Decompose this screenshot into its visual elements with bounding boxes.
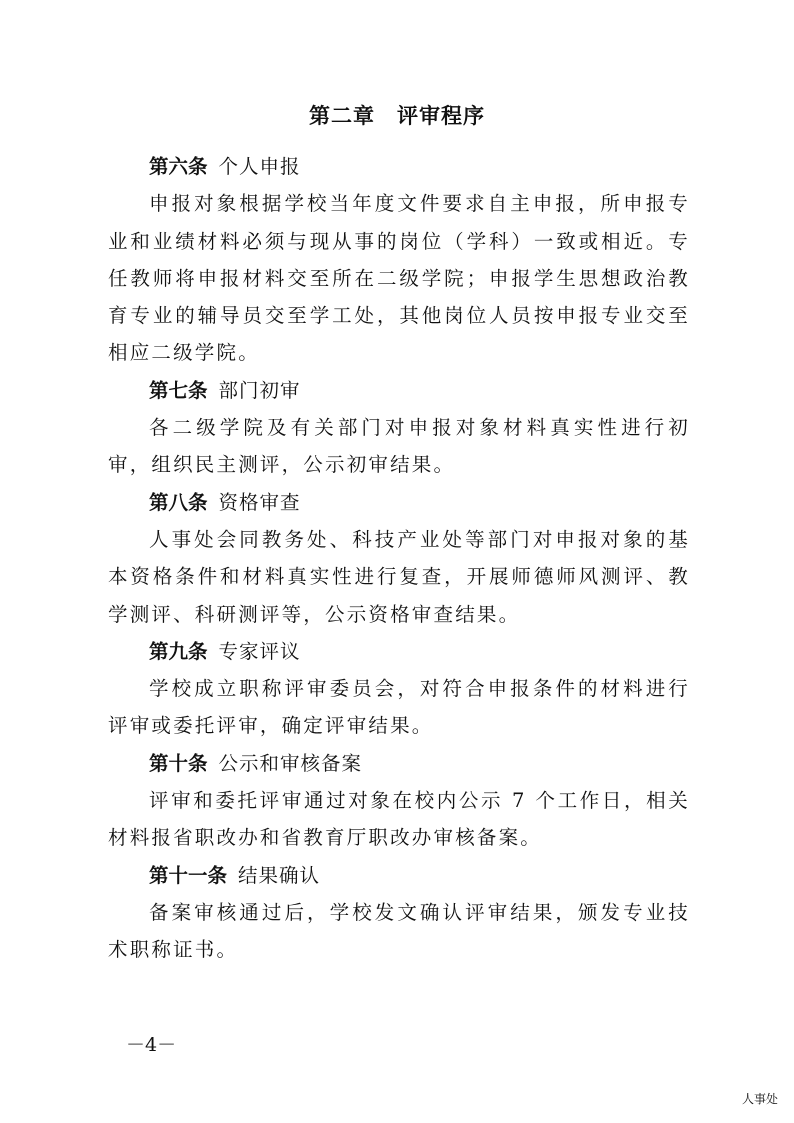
article-heading — [108, 372, 690, 409]
article-body: 评审和委托评审通过对象在校内公示 7 个工作日，相关材料报省职改办和省教育厅职改办审核备案。 — [108, 789, 690, 850]
article-7 — [108, 372, 690, 484]
article-title: 结果确认 — [238, 863, 321, 887]
article-title: 资格审查 — [218, 490, 301, 514]
article-11 — [108, 857, 690, 969]
article-10 — [108, 745, 690, 857]
article-heading — [108, 857, 690, 894]
article-6 — [108, 148, 690, 372]
article-title: 公示和审核备案 — [218, 751, 363, 775]
article-title: 个人申报 — [218, 155, 301, 178]
article-body: 各二级学院及有关部门对申报对象材料真实性进行初审，组织民主测评，公示初审结果。 — [108, 416, 690, 477]
article-number: 第六条 — [149, 155, 208, 178]
article-number: 第十一条 — [149, 863, 228, 887]
article-body: 备案审核通过后，学校发文确认评审结果，颁发专业技术职称证书。 — [108, 900, 690, 962]
article-heading — [108, 745, 690, 782]
article-number: 第九条 — [149, 639, 208, 663]
article-heading — [108, 633, 690, 670]
footer-label: 人事处 — [742, 1092, 779, 1106]
article-9 — [108, 633, 690, 745]
article-number: 第八条 — [149, 490, 208, 514]
chapter-title: 第二章 评审程序 — [309, 104, 485, 128]
article-body: 学校成立职称评审委员会，对符合申报条件的材料进行评审或委托评审，确定评审结果。 — [108, 677, 690, 738]
article-heading — [108, 148, 690, 185]
page-number: －4－ — [126, 1034, 177, 1056]
article-number: 第十条 — [149, 751, 208, 775]
article-8 — [108, 484, 690, 633]
article-title: 部门初审 — [218, 378, 301, 402]
article-body: 人事处会同教务处、科技产业处等部门对申报对象的基本资格条件和材料真实性进行复查，开展师德师风测评、教学测评、科研测评等，公示资格审查结果。 — [108, 527, 690, 626]
document-body — [108, 148, 690, 969]
article-number: 第七条 — [149, 378, 208, 402]
article-title: 专家评议 — [218, 639, 301, 663]
article-heading — [108, 484, 690, 521]
article-body: 申报对象根据学校当年度文件要求自主申报，所申报专业和业绩材料必须与现从事的岗位（学科）一致或相近。专任教师将申报材料交至所在二级学院；申报学生思想政治教育专业的辅导员交至学工处，其他岗位人员按申报专业交至相应二级学院。 — [108, 192, 690, 365]
